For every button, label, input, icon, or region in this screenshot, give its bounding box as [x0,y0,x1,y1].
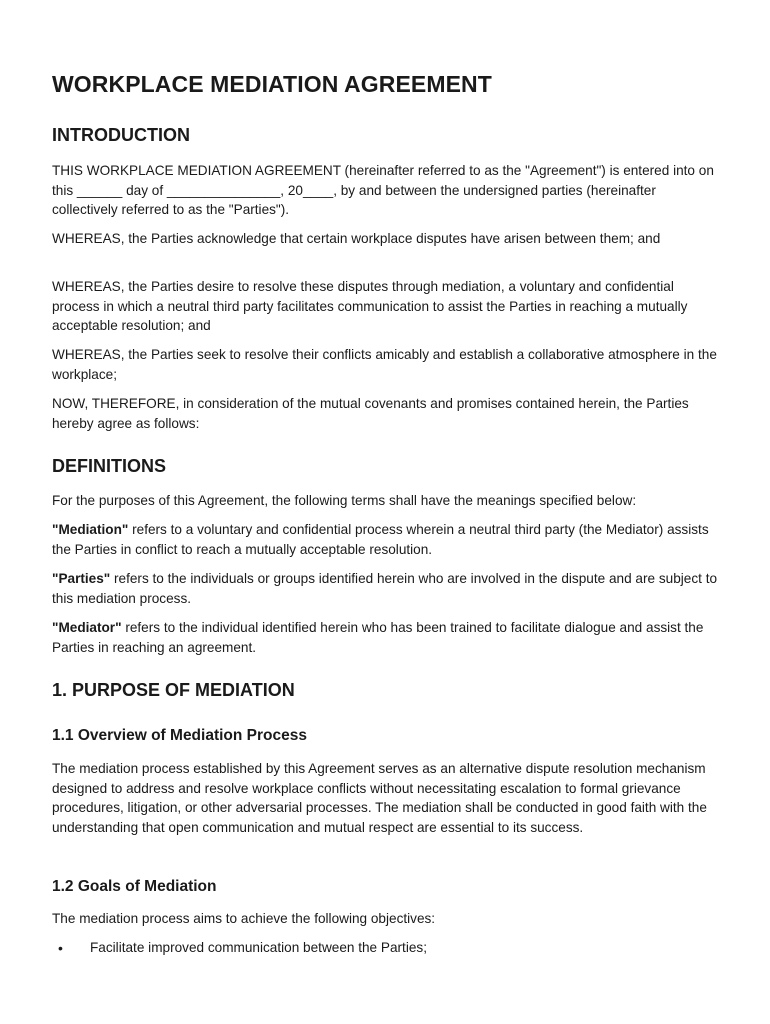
intro-paragraph-4: WHEREAS, the Parties seek to resolve their conflicts amicably and establish a collaborative atmosphere in the workplace; [52,347,717,382]
section-1-heading: 1. PURPOSE OF MEDIATION [52,680,295,700]
section-1-2-heading: 1.2 Goals of Mediation [52,878,217,895]
section-1-1-heading: 1.1 Overview of Mediation Process [52,727,307,744]
term-parties: "Parties" [52,571,111,586]
definitions-intro: For the purposes of this Agreement, the following terms shall have the meanings specified below: [52,493,637,508]
definition-mediation [52,520,720,559]
document-title: WORKPLACE MEDIATION AGREEMENT [52,71,492,97]
list-item: Facilitate improved communication between the Parties; [90,940,427,955]
definition-parties-text: refers to the individuals or groups identified herein who are involved in the dispute and are subject to this mediation process. [52,571,718,606]
definition-mediation-text: refers to a voluntary and confidential process wherein a neutral third party (the Mediator) assists the Parties in conflict to reach a mutually acceptable resolution. [52,522,709,557]
section-1-1-text: The mediation process established by this Agreement serves as an alternative dispute resolution mechanism designed to address and resolve workplace conflicts without necessitating escalation to formal grievance procedures, litigation, or other adversarial processes. The mediation shall be conducted in good faith with the understanding that open communication and mutual respect are essential to its success. [52,761,707,835]
intro-paragraph-1: THIS WORKPLACE MEDIATION AGREEMENT (hereinafter referred to as the "Agreement") is entered into on this ______ day of _______________, 20____, by and between the undersigned parties (hereinafter collectively referred to as the "Parties"). [52,163,714,218]
section-1-2-intro: The mediation process aims to achieve the following objectives: [52,911,436,926]
definition-mediator [52,618,720,657]
intro-paragraph-2: WHEREAS, the Parties acknowledge that certain workplace disputes have arisen between them; and [52,231,661,246]
definition-mediator-text: refers to the individual identified herein who has been trained to facilitate dialogue and assist the Parties in reaching an agreement. [52,620,704,655]
introduction-heading: INTRODUCTION [52,125,190,145]
term-mediator: "Mediator" [52,620,122,635]
definition-parties [52,569,720,608]
intro-paragraph-5: NOW, THEREFORE, in consideration of the mutual covenants and promises contained herein, the Parties hereby agree as follows: [52,396,689,431]
bullet-dot: • [58,940,63,956]
definitions-heading: DEFINITIONS [52,456,167,476]
term-mediation: "Mediation" [52,522,129,537]
intro-paragraph-3: WHEREAS, the Parties desire to resolve these disputes through mediation, a voluntary and confidential process in which a neutral third party facilitates communication to assist the Parties in reaching a mutually acceptable resolution; and [52,279,688,334]
